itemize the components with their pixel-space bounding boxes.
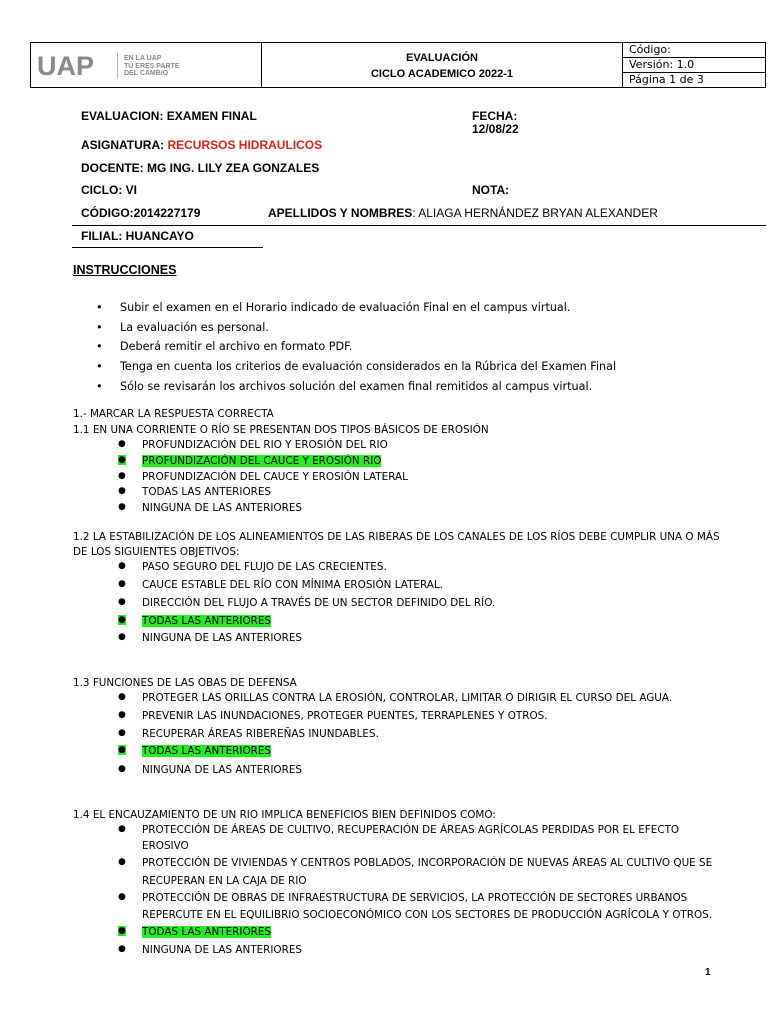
logo-cell xyxy=(31,43,262,87)
header-meta-cell xyxy=(623,43,765,87)
q3-question: 1.3 FUNCIONES DE LAS OBAS DE DEFENSA xyxy=(73,677,297,689)
ciclo-field: CICLO: VI xyxy=(81,183,137,197)
list-item: • Subir el examen en el Horario indicado de evaluación Final en el campus virtual. xyxy=(96,298,616,318)
uap-logo xyxy=(37,53,115,79)
logo-divider xyxy=(117,53,118,79)
logo-tagline: EN LA UAP TÚ ERES PARTE DEL CAMBIO xyxy=(124,55,180,77)
q1-heading: 1.- MARCAR LA RESPUESTA CORRECTA xyxy=(73,408,274,420)
asignatura-field: ASIGNATURA: RECURSOS HIDRAULICOS xyxy=(81,138,323,152)
q2-question-line2: DE LOS SIGUIENTES OBJETIVOS: xyxy=(73,546,240,558)
svg-text:UAP: UAP xyxy=(37,53,95,79)
instrucciones-title: INSTRUCCIONES xyxy=(73,263,177,277)
instrucciones-list xyxy=(96,298,616,396)
asignatura-value: RECURSOS HIDRAULICOS xyxy=(167,138,323,152)
list-item: • Tenga en cuenta los criterios de evaluación considerados en la Rúbrica del Examen Final xyxy=(96,357,616,377)
apellidos-value: : ALIAGA HERNÁNDEZ BRYAN ALEXANDER xyxy=(412,206,658,220)
fecha-value: 12/08/22 xyxy=(472,122,519,136)
fecha-label: FECHA: xyxy=(472,109,518,123)
docente-field: DOCENTE: MG ING. LILY ZEA GONZALES xyxy=(81,161,320,175)
apellidos-field: APELLIDOS Y NOMBRES: ALIAGA HERNÁNDEZ BRYAN ALEXANDER xyxy=(268,206,658,220)
divider-line xyxy=(72,225,766,226)
list-item: • Sólo se revisarán los archivos solución del examen final remitidos al campus virtual. xyxy=(96,377,616,397)
filial-underline xyxy=(72,247,263,248)
pagina-label: Página 1 de 3 xyxy=(629,73,704,86)
q2-question-line1: 1.2 LA ESTABILIZACIÓN DE LOS ALINEAMIENTOS DE LAS RIBERAS DE LOS CANALES DE LOS RÍOS DEBE CUMPLIR UNA O MÁS xyxy=(73,531,720,543)
header-title-cell xyxy=(262,43,623,87)
q4-question: 1.4 EL ENCAUZAMIENTO DE UN RIO IMPLICA BENEFICIOS BIEN DEFINIDOS COMO: xyxy=(73,809,496,821)
page-number: 1 xyxy=(705,967,711,978)
filial-field: FILIAL: HUANCAYO xyxy=(81,229,194,243)
codigo-field: CÓDIGO:2014227179 xyxy=(81,206,201,220)
codigo-label: Código: xyxy=(623,43,765,58)
version-label: Versión: 1.0 xyxy=(623,58,765,73)
header-title: EVALUACIÓN xyxy=(406,52,478,64)
evaluacion-field: EVALUACION: EXAMEN FINAL xyxy=(81,109,257,123)
list-item: • La evaluación es personal. xyxy=(96,318,616,338)
header-subtitle: CICLO ACADEMICO 2022-1 xyxy=(370,68,513,80)
q1-question: 1.1 EN UNA CORRIENTE O RÍO SE PRESENTAN DOS TIPOS BÁSICOS DE EROSIÓN xyxy=(73,424,489,436)
document-header xyxy=(30,42,766,88)
list-item: • Deberá remitir el archivo en formato PDF. xyxy=(96,337,616,357)
nota-field: NOTA: xyxy=(472,183,510,197)
